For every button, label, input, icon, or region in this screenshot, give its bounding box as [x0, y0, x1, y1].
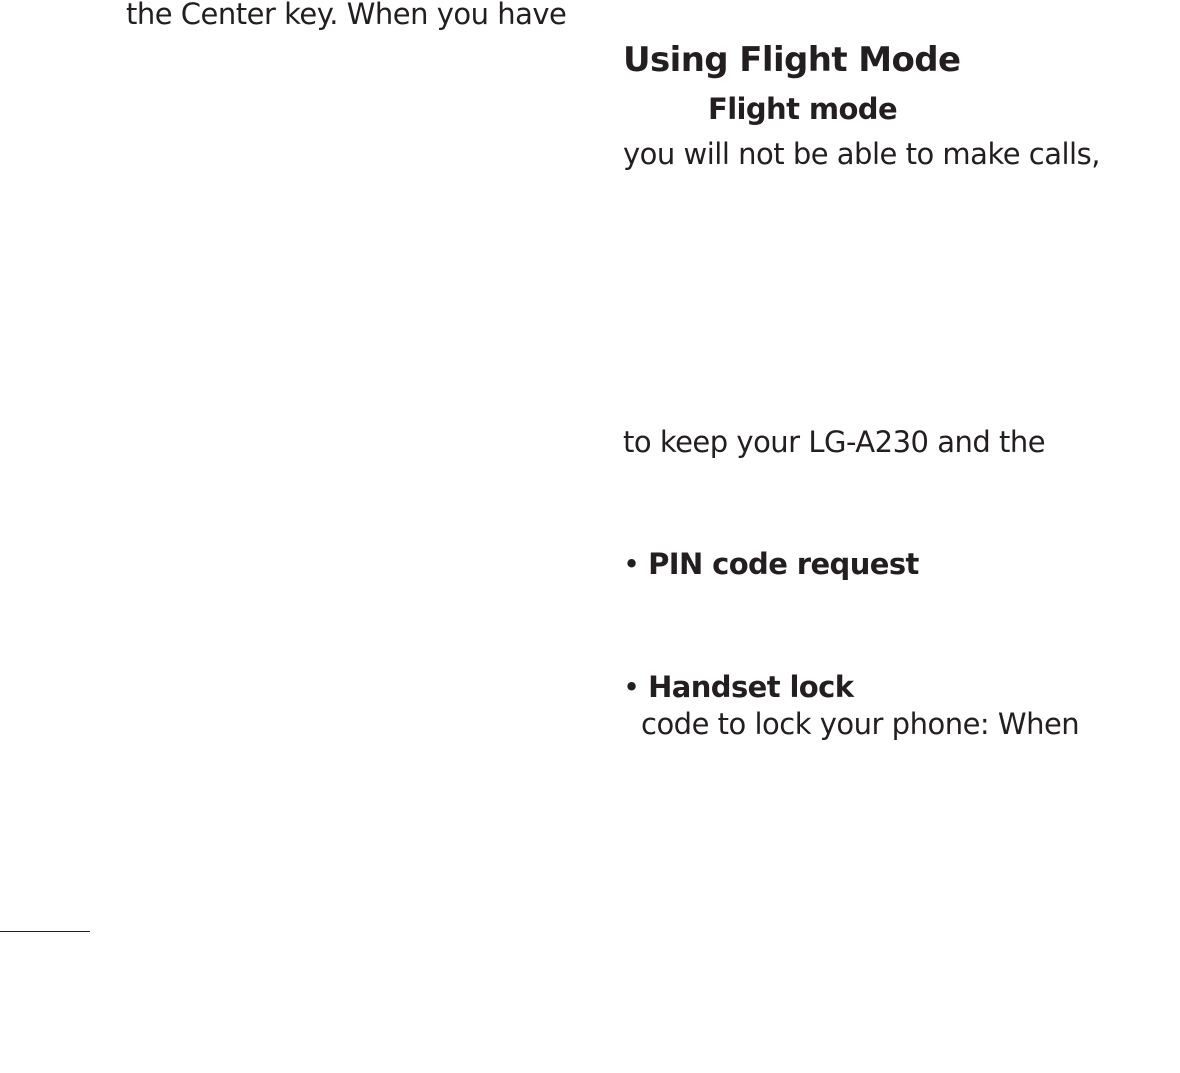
bullet-marker: • — [623, 547, 649, 581]
bullet-label-handset-lock: Handset lock — [648, 670, 854, 704]
flight-mode-label: Flight mode — [708, 92, 898, 126]
section-heading-flight-mode: Using Flight Mode — [623, 40, 961, 80]
body-text-line-lock: code to lock your phone: When — [641, 707, 1080, 741]
bullet-item-pin-code-request — [623, 547, 919, 581]
body-text-line-calls: you will not be able to make calls, — [623, 137, 1100, 171]
left-text-line: the Center key. When you have — [126, 0, 567, 31]
body-text-line-keep: to keep your LG-A230 and the — [623, 425, 1046, 459]
bullet-item-handset-lock — [623, 670, 854, 704]
footer-divider — [0, 931, 90, 932]
bullet-label-pin-code-request: PIN code request — [648, 547, 919, 581]
bullet-marker: • — [623, 670, 649, 704]
